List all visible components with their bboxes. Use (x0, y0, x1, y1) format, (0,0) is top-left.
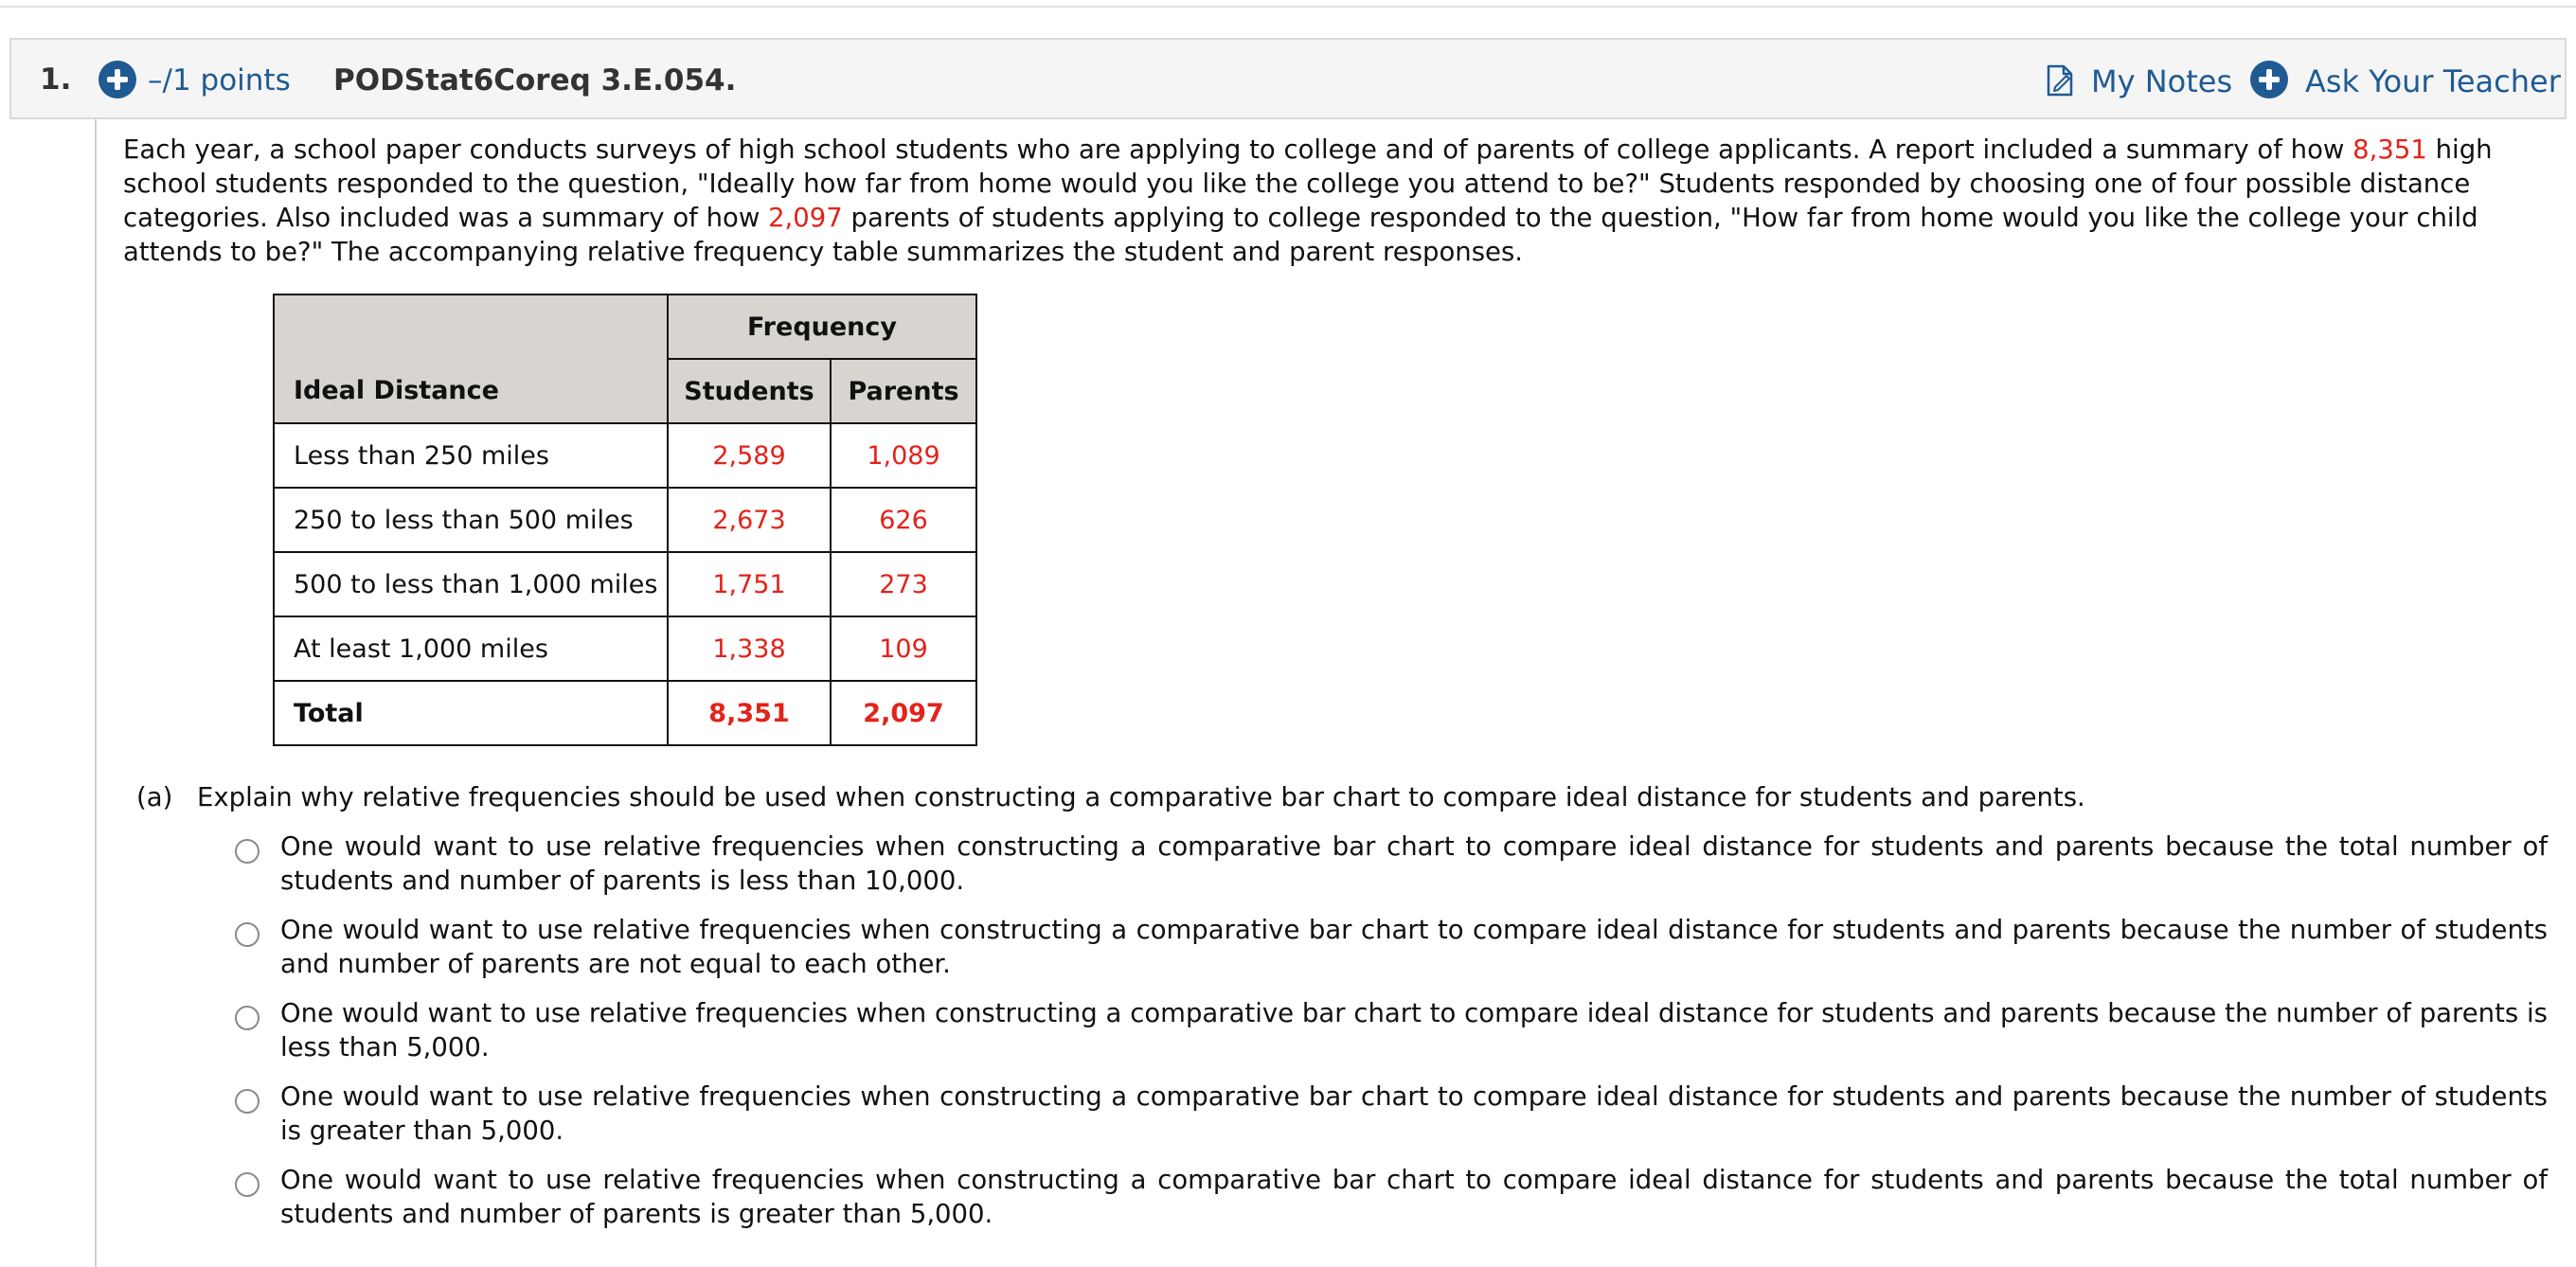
question-number: 1. (40, 62, 72, 97)
column-header-distance: Ideal Distance (274, 294, 668, 423)
parents-cell: 1,089 (831, 423, 976, 488)
ask-your-teacher-label: Ask Your Teacher (2305, 63, 2561, 99)
answer-option[interactable] (235, 1080, 2546, 1155)
notes-icon (2046, 64, 2074, 97)
my-notes-label: My Notes (2091, 63, 2233, 99)
answer-option[interactable] (235, 913, 2546, 989)
question-body (95, 119, 2567, 1267)
table-row (274, 552, 976, 616)
total-parents: 2,097 (831, 681, 976, 745)
answer-option-text: One would want to use relative frequencies when constructing a comparative bar chart to compare ideal distance for students and parents because the total number of students and number of parents is less than 10,000. (280, 831, 2548, 896)
students-cell: 2,589 (668, 423, 831, 488)
top-divider (0, 6, 2576, 8)
radio-button[interactable] (235, 1172, 259, 1197)
column-header-parents: Parents (831, 359, 976, 423)
problem-text: high school students responded to the question, "Ideally how far from home would you like the college you attend to be?" Students responded by choosing one of four possible distance categories. Also included was a summary of how (123, 134, 2493, 233)
table-row (274, 423, 976, 488)
radio-button[interactable] (235, 1006, 259, 1030)
answer-option-text: One would want to use relative frequencies when constructing a comparative bar chart to compare ideal distance for students and parents because the total number of students and number of parents is greater than 5,000. (280, 1165, 2548, 1229)
distance-cell: Less than 250 miles (274, 423, 668, 488)
radio-button[interactable] (235, 922, 259, 947)
students-cell: 1,338 (668, 616, 831, 681)
frequency-table (273, 294, 977, 746)
answer-option[interactable] (235, 1163, 2546, 1239)
total-students: 8,351 (668, 681, 831, 745)
problem-text: Each year, a school paper conducts surveys of high school students who are applying to college and of parents of college applicants. A report included a summary of how (123, 134, 2353, 165)
part-a-prompt (136, 782, 2085, 812)
question-code: PODStat6Coreq 3.E.054. (333, 63, 737, 98)
students-cell: 2,673 (668, 488, 831, 552)
table-row (274, 616, 976, 681)
parents-cell: 273 (831, 552, 976, 616)
radio-button[interactable] (235, 1089, 259, 1114)
parents-cell: 626 (831, 488, 976, 552)
table-row (274, 488, 976, 552)
problem-statement (123, 133, 2567, 269)
parents-cell: 109 (831, 616, 976, 681)
part-label: (a) (136, 782, 173, 812)
plus-circle-icon (2250, 61, 2288, 98)
points-link[interactable]: –/1 points (148, 63, 291, 98)
table-total-row (274, 681, 976, 745)
distance-cell: At least 1,000 miles (274, 616, 668, 681)
radio-button[interactable] (235, 839, 259, 864)
part-a-question: Explain why relative frequencies should be used when constructing a comparative bar chart to compare ideal distance for students and parents. (197, 782, 2085, 812)
answer-option-text: One would want to use relative frequencies when constructing a comparative bar chart to compare ideal distance for students and parents because the number of students and number of parents are not equal to each other. (280, 915, 2548, 979)
parent-count: 2,097 (768, 203, 843, 233)
distance-cell: 500 to less than 1,000 miles (274, 552, 668, 616)
column-header-students: Students (668, 359, 831, 423)
question-header (9, 38, 2567, 119)
answer-option[interactable] (235, 830, 2546, 905)
problem-text: parents of students applying to college responded to the question, "How far from home would you like the college your child attends to be?" The accompanying relative frequency table summarizes the student and parent responses. (123, 203, 2478, 267)
students-cell: 1,751 (668, 552, 831, 616)
plus-circle-icon[interactable] (98, 61, 136, 98)
column-group-frequency: Frequency (668, 294, 976, 359)
distance-cell: 250 to less than 500 miles (274, 488, 668, 552)
total-label: Total (274, 681, 668, 745)
student-count: 8,351 (2352, 134, 2427, 165)
answer-option-text: One would want to use relative frequencies when constructing a comparative bar chart to compare ideal distance for students and parents because the number of parents is less than 5,000. (280, 998, 2548, 1062)
answer-option[interactable] (235, 996, 2546, 1072)
answer-option-text: One would want to use relative frequencies when constructing a comparative bar chart to compare ideal distance for students and parents because the number of students is greater than 5,000. (280, 1081, 2548, 1146)
